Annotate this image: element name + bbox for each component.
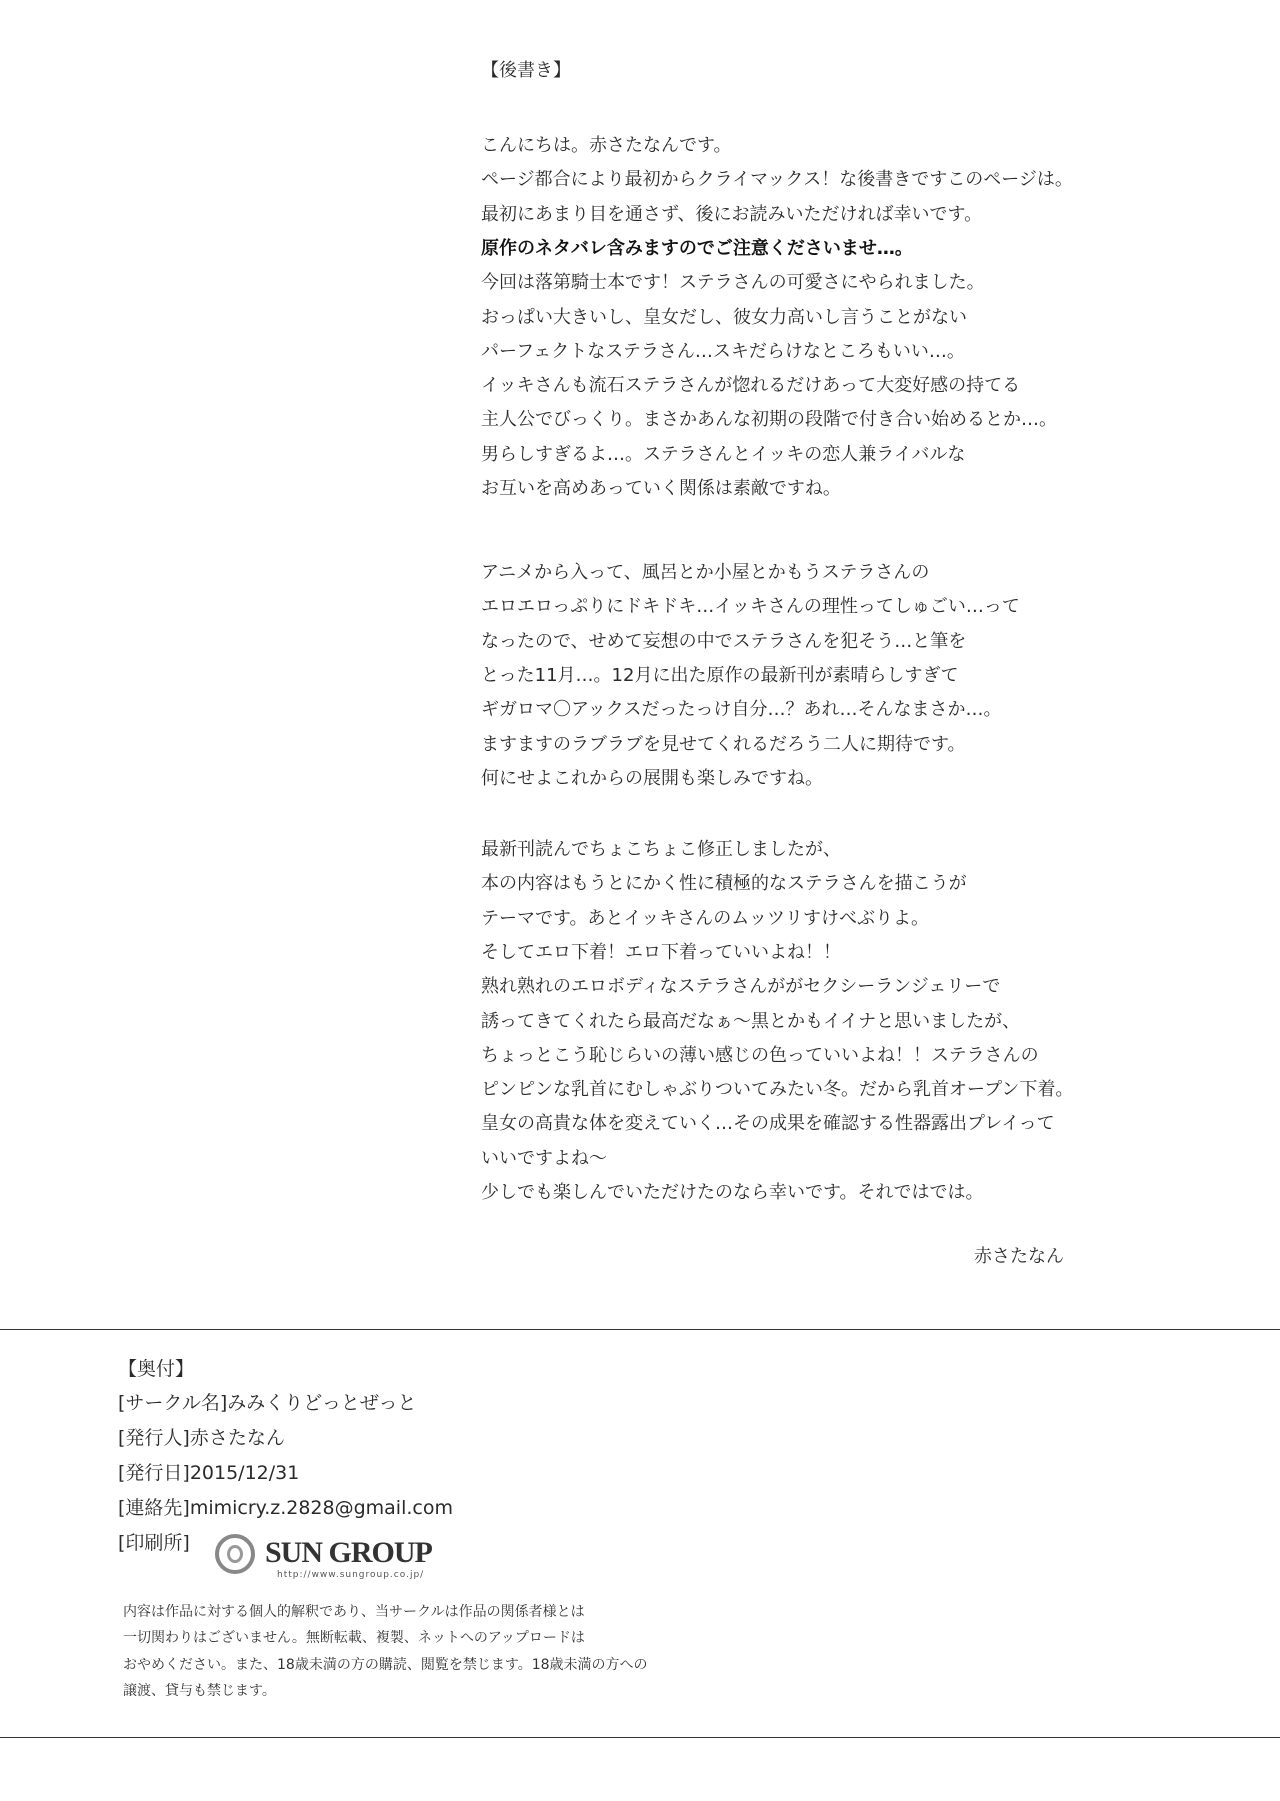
printer-label: [印刷所] [118,1532,190,1554]
afterword-line: 熟れ熟れのエロボディなステラさんががセクシーランジェリーで [481,976,1001,998]
afterword-line: パーフェクトなステラさん…スキだらけなところもいい…。 [481,340,965,362]
logo-name: SUN GROUP [265,1536,432,1569]
afterword-line: とった11月…。12月に出た原作の最新刊が素晴らしすぎて [481,664,959,686]
afterword-line: 主人公でびっくり。まさかあんな初期の段階で付き合い始めるとか…。 [481,409,1057,431]
divider [0,1737,1280,1738]
afterword-line: ギガロマ〇アックスだったっけ自分…？あれ…そんなまさか…。 [481,699,1002,721]
afterword-line: イッキさんも流石ステラさんが惚れるだけあって大変好感の持てる [481,375,1021,397]
afterword-line: こんにちは。赤さたなんです。 [481,135,732,156]
afterword-line: おっぱい大きいし、皇女だし、彼女力高いし言うことがない [481,306,967,328]
afterword-line: 今回は落第騎士本です！ステラさんの可愛さにやられました。 [481,272,985,294]
sun-group-logo [215,1532,455,1584]
afterword-line: 少しでも楽しんでいただけたのなら幸いです。それではでは。 [481,1182,984,1203]
afterword-line: 皇女の高貴な体を変えていく…その成果を確認する性器露出プレイって [481,1113,1055,1135]
publisher: [発行人]赤さたなん [118,1427,285,1449]
notice-line: おやめください。また、18歳未満の方の購読、閲覧を禁じます。18歳未満の方への [123,1657,648,1673]
afterword-title: 【後書き】 [481,60,571,81]
afterword-line: テーマです。あとイッキさんのムッツリすけべぶりよ。 [481,907,930,929]
notice-line: 内容は作品に対する個人的解釈であり、当サークルは作品の関係者様とは [123,1604,585,1620]
afterword-line: ピンピンな乳首にむしゃぶりついてみたい冬。だから乳首オープン下着。 [481,1079,1074,1101]
afterword-line: そしてエロ下着！エロ下着っていいよね！！ [481,941,841,963]
divider [0,1329,1280,1330]
notice-line: 譲渡、貸与も禁じます。 [123,1683,276,1699]
logo-mark-icon [215,1534,255,1574]
afterword-line: ページ都合により最初からクライマックス！な後書きですこのページは。 [481,169,1073,191]
afterword-line: 最新刊読んでちょこちょこ修正しましたが、 [481,839,841,860]
afterword-line: 誘ってきてくれたら最高だなぁ～黒とかもイイナと思いましたが、 [481,1010,1021,1032]
afterword-line: 男らしすぎるよ…。ステラさんとイッキの恋人兼ライバルな [481,443,966,465]
afterword-line: いいですよね～ [481,1147,607,1169]
colophon-title: 【奥付】 [118,1358,195,1380]
afterword-line: ちょっとこう恥じらいの薄い感じの色っていいよね！！ステラさんの [481,1044,1039,1066]
contact-email: [連絡先]mimicry.z.2828@gmail.com [118,1497,453,1519]
afterword-line: 最初にあまり目を通さず、後にお読みいただければ幸いです。 [481,203,983,225]
afterword-line: 本の内容はもうとにかく性に積極的なステラさんを描こうが [481,873,967,895]
afterword-line: 何にせよこれからの展開も楽しみですね。 [481,767,823,789]
afterword-line: エロエロっぷりにドキドキ…イッキさんの理性ってしゅごい…って [481,596,1020,618]
circle-name: [サークル名]みみくりどっとぜっと [118,1392,417,1414]
afterword-line: なったので、せめて妄想の中でステラさんを犯そう…と筆を [481,630,967,652]
notice-line: 一切関わりはございません。無断転載、複製、ネットへのアップロードは [123,1630,585,1646]
publish-date: [発行日]2015/12/31 [118,1462,300,1484]
signature: 赤さたなん [974,1246,1064,1267]
afterword-line: アニメから入って、風呂とか小屋とかもうステラさんの [481,562,930,583]
afterword-line: 原作のネタバレ含みますのでご注意くださいませ…。 [481,237,913,259]
afterword-line: ますますのラブラブを見せてくれるだろう二人に期待です。 [481,733,966,755]
logo-url: http://www.sungroup.co.jp/ [277,1570,425,1580]
afterword-line: お互いを高めあっていく関係は素敵ですね。 [481,478,841,499]
